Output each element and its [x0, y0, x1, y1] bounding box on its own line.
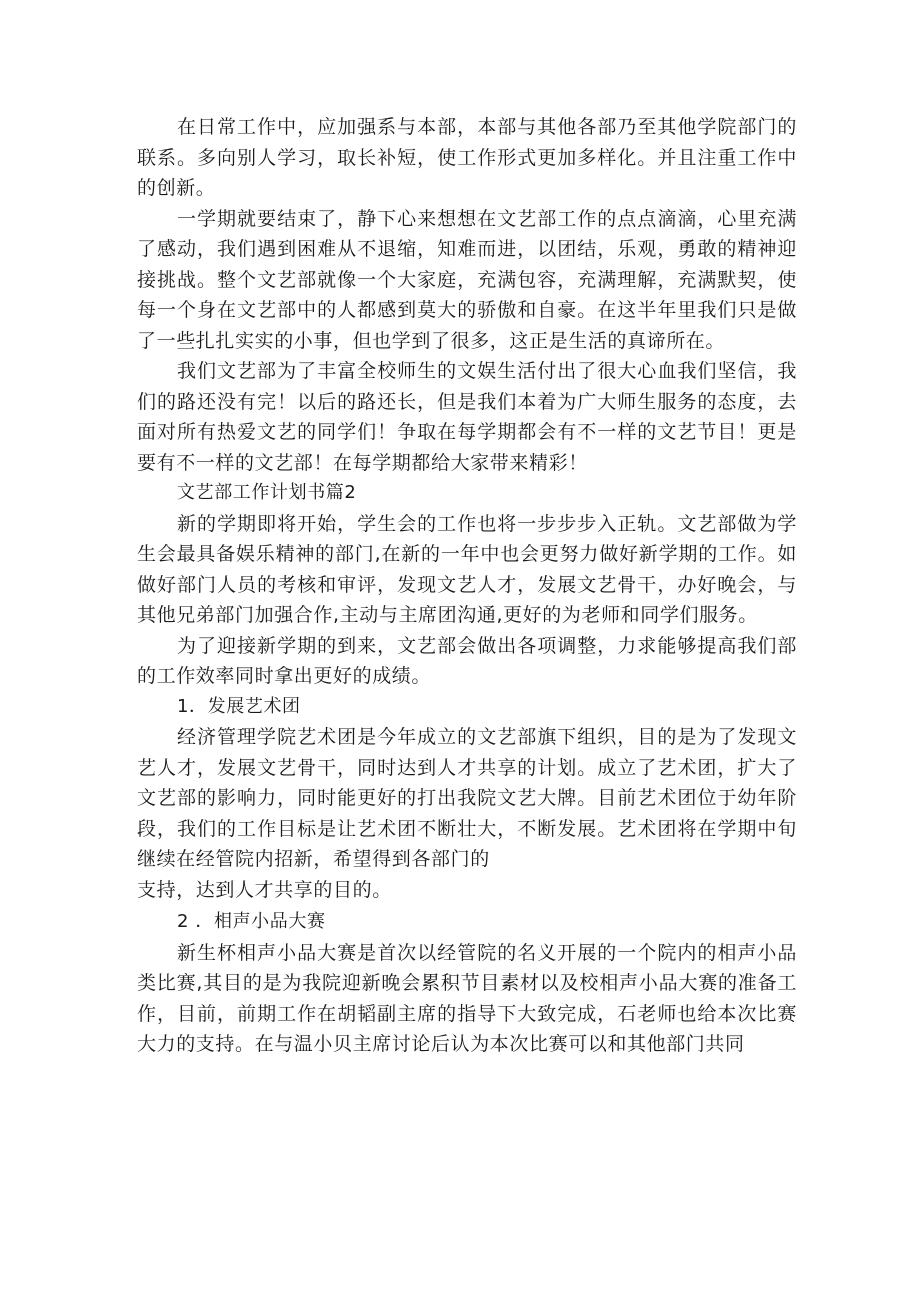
document-body: [137, 112, 797, 1060]
paragraph-new-semester: 新的学期即将开始，学生会的工作也将一步步步入正轨。文艺部做为学生会最具备娱乐精神的部门,在新的一年中也会更努力做好新学期的工作。如做好部门人员的考核和审评，发现文艺人才，发展文艺骨干，办好晚会，与其他兄弟部门加强合作,主动与主席团沟通,更好的为老师和同学们服务。: [137, 512, 797, 626]
item-heading-art-troupe: 1．发展艺术团: [177, 695, 301, 717]
paragraph-adjustments: 为了迎接新学期的到来，文艺部会做出各项调整，力求能够提高我们部的工作效率同时拿出更好的成绩。: [137, 634, 797, 687]
paragraph-coordination: 在日常工作中，应加强系与本部，本部与其他各部乃至其他学院部门的联系。多向别人学习，取长补短，使工作形式更加多样化。并且注重工作中的创新。: [137, 116, 797, 199]
paragraph-semester-summary: 一学期就要结束了，静下心来想想在文艺部工作的点点滴滴，心里充满了感动，我们遇到困难从不退缩，知难而进，以团结，乐观，勇敢的精神迎接挑战。整个文艺部就像一个大家庭，充满包容，充满理解，充满默契，使每一个身在文艺部中的人都感到莫大的骄傲和自豪。在这半年里我们只是做了一些扎扎实实的小事，但也学到了很多，这正是生活的真谛所在。: [137, 207, 797, 352]
paragraph-art-troupe-continued: 支持，达到人才共享的目的。: [137, 878, 392, 901]
item-heading-comedy-contest: 2 ．相声小品大赛: [177, 911, 326, 932]
section-title: 文艺部工作计划书篇2: [177, 482, 357, 503]
paragraph-commitment: 我们文艺部为了丰富全校师生的文娱生活付出了很大心血我们坚信，我们的路还没有完！以后的路还长，但是我们本着为广大师生服务的态度，去面对所有热爱文艺的同学们！争取在每学期都会有不一样的文艺节目！更是要有不一样的文艺部！在每学期都给大家带来精彩！: [137, 360, 797, 474]
paragraph-art-troupe: 经济管理学院艺术团是今年成立的文艺部旗下组织，目的是为了发现文艺人才，发展文艺骨干，同时达到人才共享的计划。成立了艺术团，扩大了文艺部的影响力，同时能更好的打出我院文艺大牌。目前艺术团位于幼年阶段，我们的工作目标是让艺术团不断壮大，不断发展。艺术团将在学期中旬继续在经管院内招新，希望得到各部门的: [137, 726, 797, 870]
paragraph-comedy-contest: 新生杯相声小品大赛是首次以经管院的名义开展的一个院内的相声小品类比赛,其目的是为我院迎新晚会累积节目素材以及校相声小品大赛的准备工作，目前，前期工作在胡韬副主席的指导下大致完成，石老师也给本次比赛大力的支持。在与温小贝主席讨论后认为本次比赛可以和其他部门共同: [137, 941, 797, 1055]
